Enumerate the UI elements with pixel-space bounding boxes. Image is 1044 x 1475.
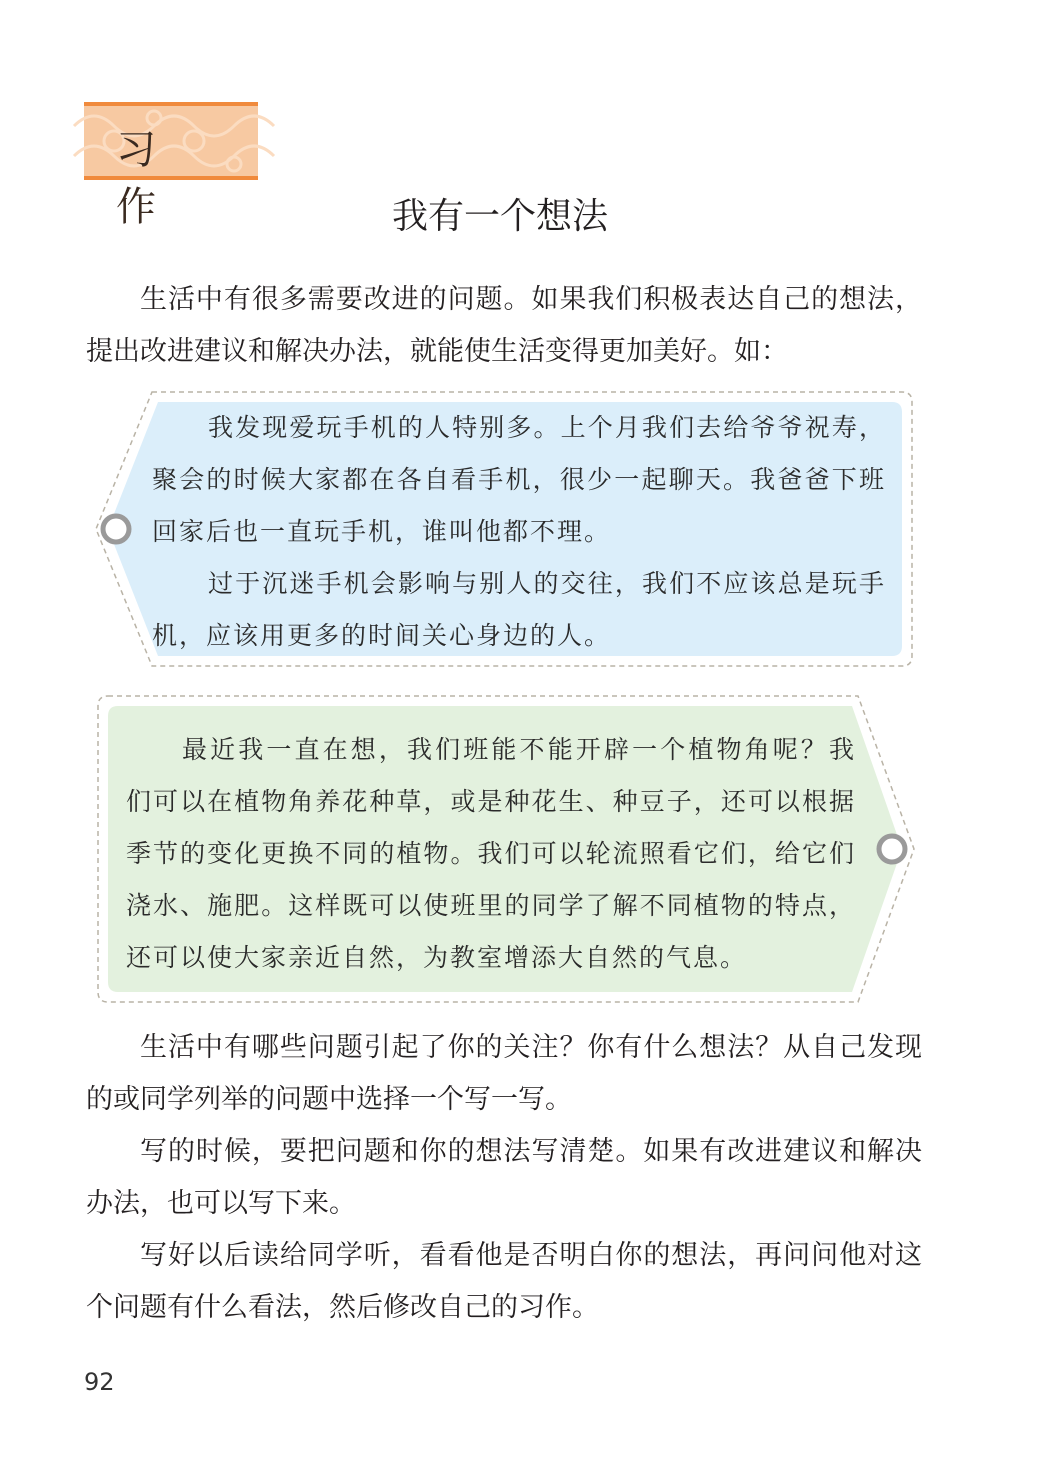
card-text [152, 402, 886, 662]
instruction-paragraph: 写的时候，要把问题和你的想法写清楚。如果有改进建议和解决办法，也可以写下来。 [86, 1136, 922, 1219]
instruction-paragraph: 生活中有哪些问题引起了你的关注？你有什么想法？从自己发现的或同学列举的问题中选择一个写一写。 [86, 1032, 922, 1115]
tag-hole-icon [103, 516, 129, 542]
card-text [126, 724, 856, 984]
section-label: 习 作 [116, 127, 180, 230]
tag-hole-icon [879, 836, 905, 862]
example-card-phone [92, 390, 914, 668]
card-paragraph: 我发现爱玩手机的人特别多。上个月我们去给爷爷祝寿，聚会的时候大家都在各自看手机，很少一起聊天。我爸爸下班回家后也一直玩手机，谁叫他都不理。 [152, 413, 886, 546]
instruction-paragraph: 写好以后读给同学听，看看他是否明白你的想法，再问问他对这个问题有什么看法，然后修改自己的习作。 [86, 1240, 922, 1323]
card-paragraph: 过于沉迷手机会影响与别人的交往，我们不应该总是玩手机，应该用更多的时间关心身边的人。 [152, 569, 886, 650]
intro-paragraph: 生活中有很多需要改进的问题。如果我们积极表达自己的想法，提出改进建议和解决办法，就能使生活变得更加美好。如： [86, 284, 922, 367]
example-card-plants [96, 694, 918, 1004]
card-paragraph: 最近我一直在想，我们班能不能开辟一个植物角呢？我们可以在植物角养花种草，或是种花生、种豆子，还可以根据季节的变化更换不同的植物。我们可以轮流照看它们，给它们浇水、施肥。这样既可以使班里的同学了解不同植物的特点，还可以使大家亲近自然，为教室增添大自然的气息。 [126, 735, 856, 972]
section-banner [84, 102, 258, 230]
page-number: 92 [84, 1368, 115, 1396]
page-title: 我有一个想法 [391, 196, 608, 237]
